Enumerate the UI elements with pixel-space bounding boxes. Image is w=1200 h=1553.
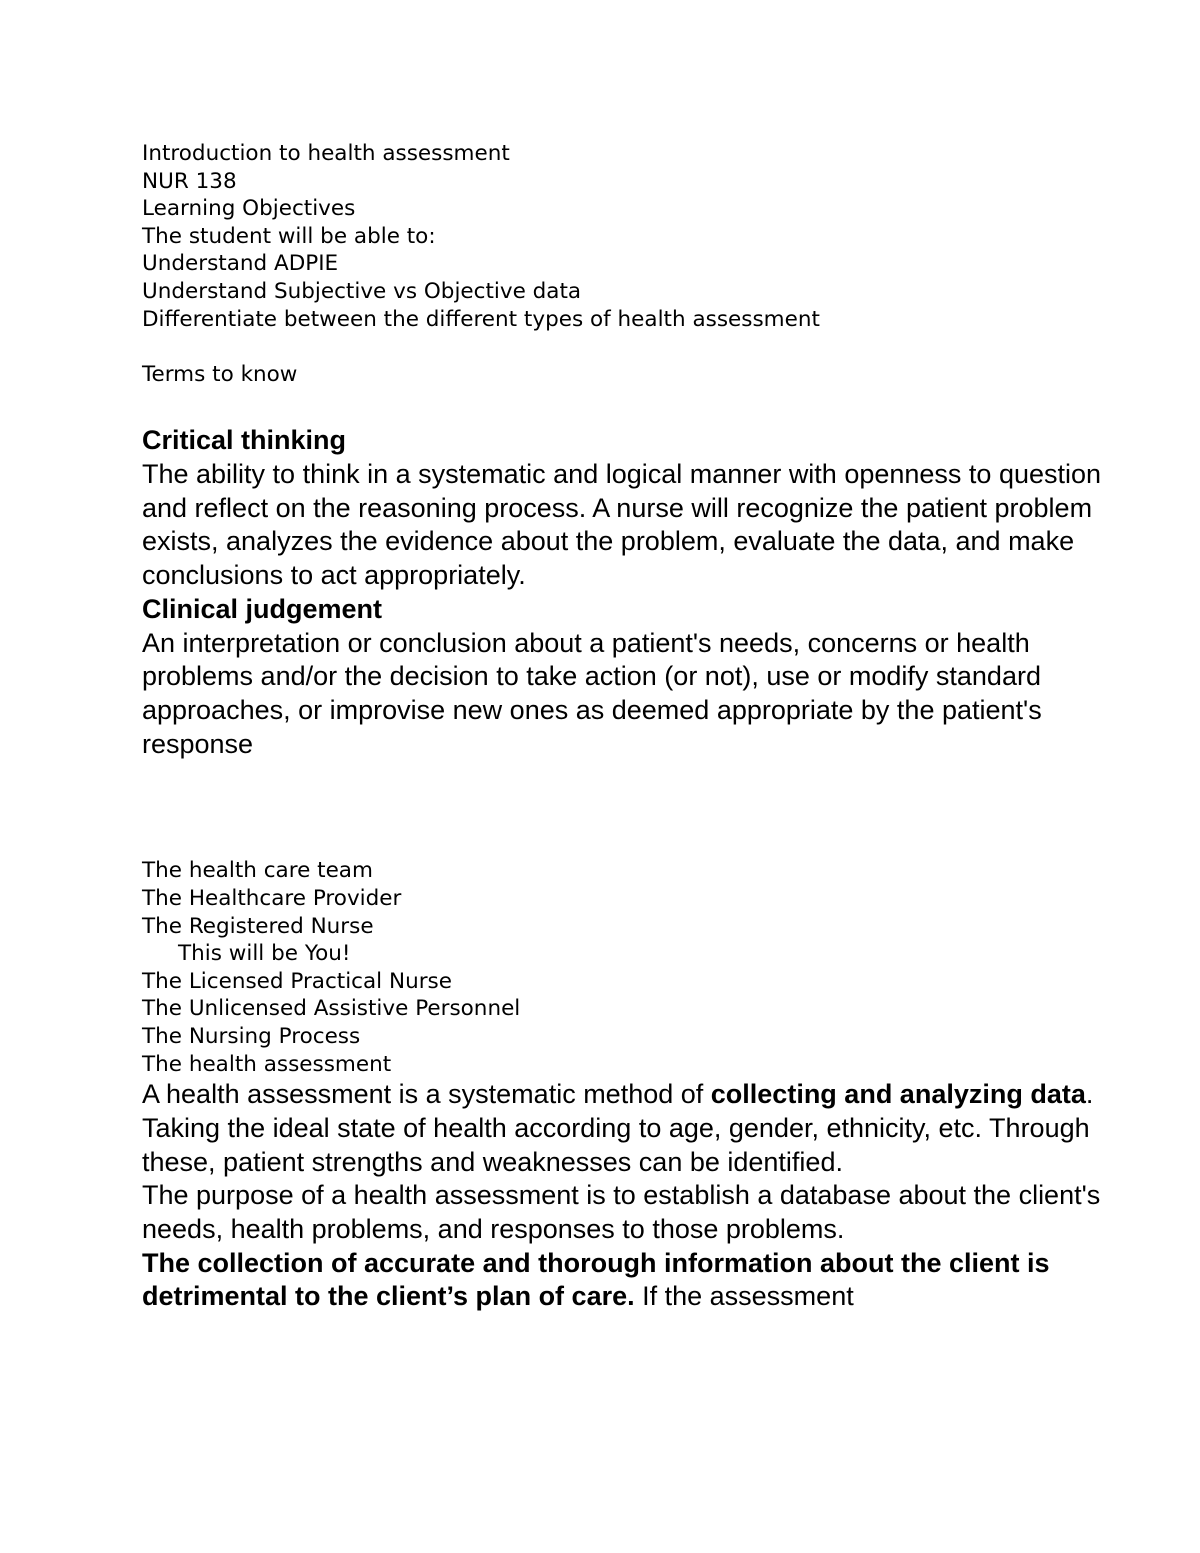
term-title: Critical thinking: [142, 425, 347, 456]
assessment-definition-end: .: [1085, 1079, 1094, 1110]
objective-item: Differentiate between the different types of health assessment: [142, 306, 820, 332]
assessment-importance: [142, 1247, 1102, 1314]
term-title: Clinical judgement: [142, 593, 383, 624]
team-item: The health assessment: [142, 1051, 392, 1077]
assessment-importance-emphasis: The collection of accurate and thorough information about the client is detrimental to the client’s plan of care.: [142, 1247, 1050, 1312]
term-definition: An interpretation or conclusion about a patient's needs, concerns or health problems and/or the decision to take action (or not), use or modify standard approaches, or improvise new ones as deemed appropriate by the patient's response: [142, 627, 1042, 759]
assessment-importance-continuation: If the assessment: [634, 1281, 854, 1312]
team-item: The Healthcare Provider: [142, 885, 402, 911]
assessment-definition: [142, 1078, 1102, 1112]
doc-title: Introduction to health assessment: [142, 141, 510, 166]
team-note: This will be You!: [178, 941, 351, 967]
team-item: The Nursing Process: [142, 1023, 361, 1049]
team-heading: The health care team: [142, 858, 373, 884]
document-page: [142, 140, 1102, 1314]
objectives-heading: Learning Objectives: [142, 196, 356, 222]
assessment-purpose: The purpose of a health assessment is to establish a database about the client's needs, health problems, and responses to those problems.: [142, 1180, 1101, 1244]
objectives-lead-in: The student will be able to:: [142, 223, 436, 249]
assessment-definition-emphasis: collecting and analyzing data: [710, 1079, 1086, 1110]
objective-item: Understand Subjective vs Objective data: [142, 278, 582, 304]
team-item: The Licensed Practical Nurse: [142, 968, 452, 994]
terms-heading: Terms to know: [142, 361, 298, 387]
assessment-paragraph: Taking the ideal state of health according to age, gender, ethnicity, etc. Through these, patient strengths and weaknesses can be identified.: [142, 1112, 1090, 1177]
assessment-definition-text: A health assessment is a systematic method of: [142, 1079, 711, 1110]
course-code: NUR 138: [142, 168, 237, 194]
team-item: The Registered Nurse: [142, 913, 374, 939]
objective-item: Understand ADPIE: [142, 251, 339, 277]
team-item: The Unlicensed Assistive Personnel: [142, 996, 521, 1022]
term-definition: The ability to think in a systematic and logical manner with openness to question and reflect on the reasoning process. A nurse will recognize the patient problem exists, analyzes the evidence about the problem, evaluate the data, and make conclusions to act appropriately.: [142, 459, 1102, 591]
